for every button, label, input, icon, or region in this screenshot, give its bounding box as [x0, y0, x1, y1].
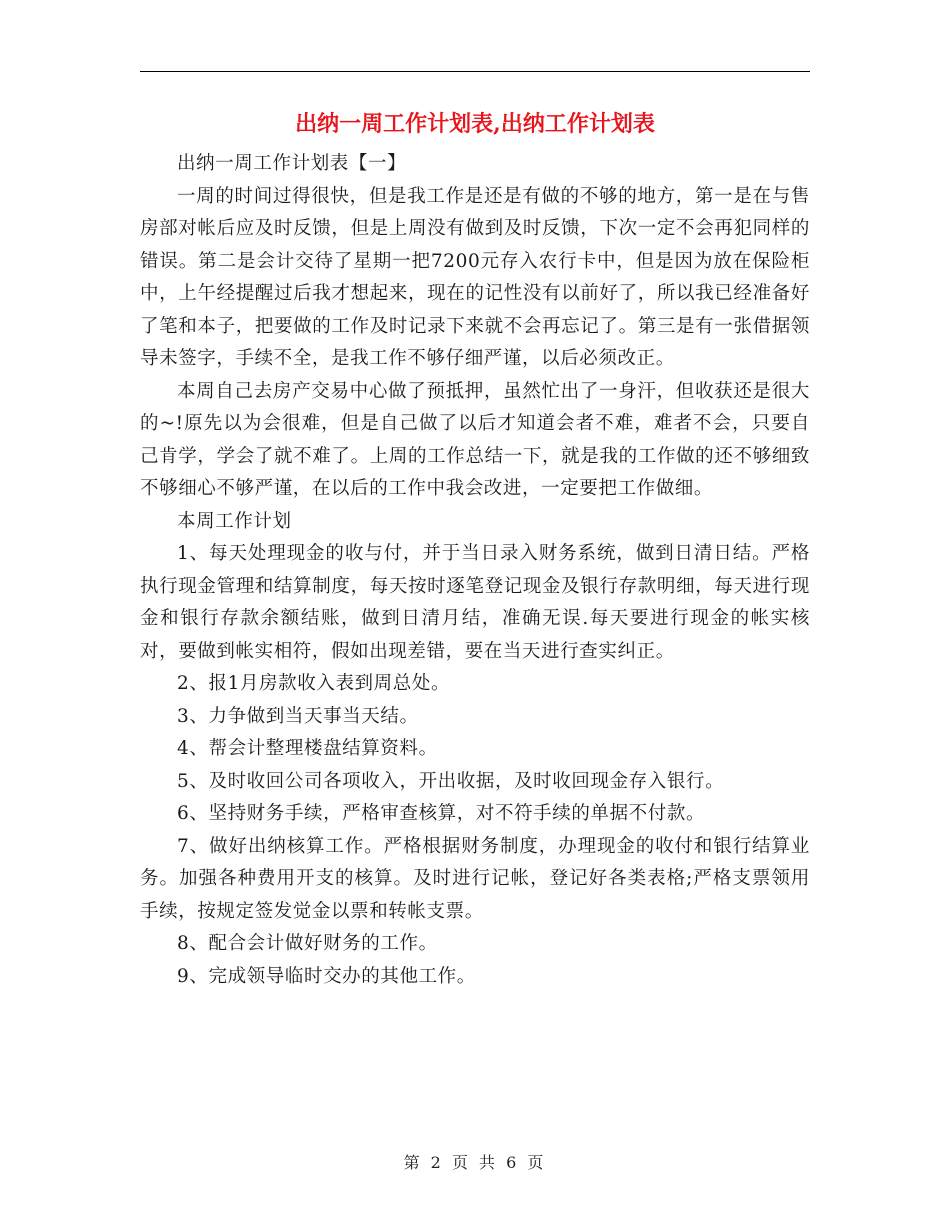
plan-item-6: 6、坚持财务手续，严格审查核算，对不符手续的单据不付款。 [177, 803, 706, 824]
plan-item-4: 4、帮会计整理楼盘结算资料。 [177, 738, 438, 759]
plan-item-7: 7、做好出纳核算工作。严格根据财务制度，办理现金的收付和银行结算业务。加强各种费用开支的核算。及时进行记帐，登记好各类表格;严格支票领用手续，按规定签发觉金以票和转帐支票。 [140, 835, 810, 922]
plan-item-5: 5、及时收回公司各项收入，开出收据，及时收回现金存入银行。 [177, 770, 725, 792]
section-heading-1: 出纳一周工作计划表【一】 [177, 153, 407, 174]
body-paragraph-review: 一周的时间过得很快，但是我工作是还是有做的不够的地方，第一是在与售房部对帐后应及时反馈，但是上周没有做到及时反馈，下次一定不会再犯同样的错误。第二是会计交待了星期一把7200元存入农行卡中，但是因为放在保险柜中，上午经提醒过后我才想起来，现在的记性没有以前好了，所以我已经准备好了笔和本子，把要做的工作及时记录下来就不会再忘记了。第三是有一张借据领导未签字，手续不全，是我工作不够仔细严谨，以后必须改正。 [140, 185, 810, 369]
plan-item-9: 9、完成领导临时交办的其他工作。 [177, 965, 476, 987]
section-heading-plan: 本周工作计划 [177, 510, 292, 532]
plan-item-1: 1、每天处理现金的收与付，并于当日录入财务系统，做到日清日结。严格执行现金管理和结算制度，每天按时逐笔登记现金及银行存款明细，每天进行现金和银行存款余额结账，做到日清月结，准确无误.每天要进行现金的帐实核对，要做到帐实相符，假如出现差错，要在当天进行查实纠正。 [140, 543, 810, 662]
plan-item-2: 2、报1月房款收入表到周总处。 [177, 673, 451, 694]
plan-item-8: 8、配合会计做好财务的工作。 [177, 933, 438, 954]
document-title: 出纳一周工作计划表,出纳工作计划表 [295, 111, 655, 137]
plan-item-3: 3、力争做到当天事当天结。 [177, 705, 419, 727]
header-rule [140, 71, 810, 72]
page-number-footer: 第 2 页 共 6 页 [403, 1153, 547, 1172]
body-paragraph-summary: 本周自己去房产交易中心做了预抵押，虽然忙出了一身汗，但收获还是很大的~!原先以为会很难，但是自己做了以后才知道会者不难，难者不会，只要自己肯学，学会了就不难了。上周的工作总结一下，就是我的工作做的还不够细致不够细心不够严谨，在以后的工作中我会改进，一定要把工作做细。 [140, 380, 810, 499]
document-body [140, 148, 810, 993]
